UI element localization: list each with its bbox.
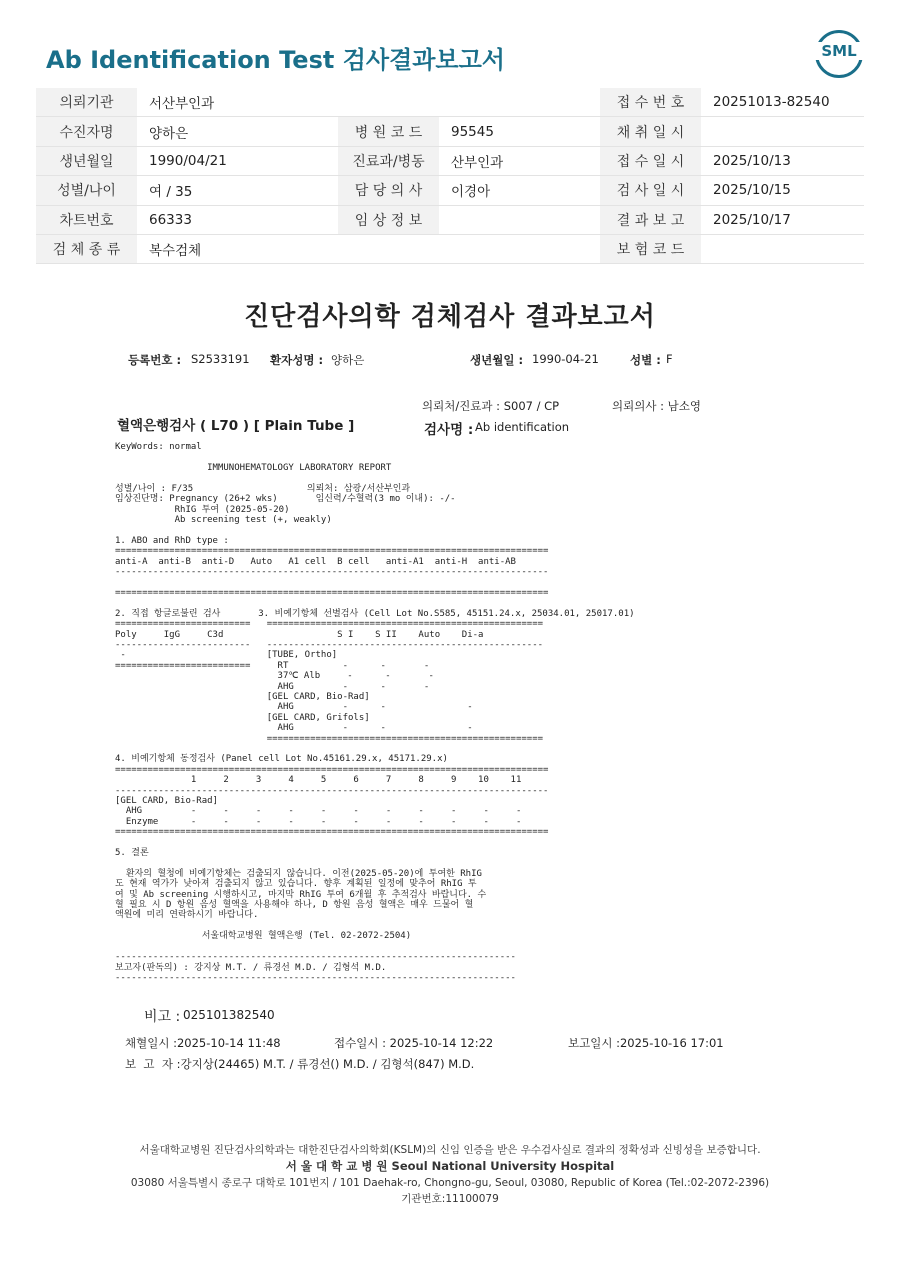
- info-value: 이경아: [439, 176, 600, 205]
- sex-value: F: [666, 352, 673, 366]
- reg-label: 등록번호 :: [128, 353, 182, 367]
- collect-time: 채혈일시 :2025-10-14 11:48: [125, 1036, 281, 1050]
- sex-label: 성별 :: [630, 353, 661, 367]
- doctor-text: 의뢰의사 : 남소영: [612, 399, 701, 413]
- info-label: 진료과/병동: [338, 146, 439, 175]
- info-label: 수진자명: [36, 117, 137, 146]
- info-value: 양하은: [137, 117, 338, 146]
- exam-group: 혈액은행검사 ( L70 ) [ Plain Tube ]: [117, 418, 355, 434]
- keywords: KeyWords: normal: [115, 442, 202, 452]
- info-row: [36, 205, 864, 234]
- info-row: [36, 88, 864, 117]
- report-time: 보고일시 :2025-10-16 17:01: [568, 1036, 724, 1050]
- dob-label: 생년월일 :: [470, 353, 524, 367]
- note-label: 비고 :: [144, 1009, 181, 1025]
- info-label: 담 당 의 사: [338, 176, 439, 205]
- footer-certification: 서울대학교병원 진단검사의학과는 대한진단검사의학회(KSLM)의 신임 인증을 받은 우수검사실로 결과의 정확성과 신빙성을 보증합니다.: [139, 1144, 761, 1156]
- info-value: 66333: [137, 205, 338, 234]
- reporters-line: 보 고 자 :강지상(24465) M.T. / 류경선() M.D. / 김형석(847) M.D.: [125, 1057, 475, 1071]
- info-label: 성별/나이: [36, 176, 137, 205]
- info-label: 임 상 정 보: [338, 205, 439, 234]
- info-value: 2025/10/13: [701, 146, 864, 175]
- info-value: 서산부인과: [137, 88, 338, 117]
- info-row: [36, 234, 864, 263]
- info-label: 병 원 코 드: [338, 117, 439, 146]
- name-value: 양하은: [331, 353, 365, 367]
- patient-info-table: [36, 88, 864, 264]
- info-value: 복수검체: [137, 234, 338, 263]
- name-label: 환자성명 :: [270, 353, 324, 367]
- info-value: [439, 234, 600, 263]
- footer-hospital-name: 서 울 대 학 교 병 원 Seoul National University Hospital: [285, 1159, 615, 1173]
- info-value: [439, 88, 600, 117]
- receive-time: 접수일시 : 2025-10-14 12:22: [334, 1036, 494, 1050]
- info-row: [36, 176, 864, 205]
- info-value: [701, 117, 864, 146]
- reg-value: S2533191: [191, 352, 250, 366]
- info-label: 의뢰기관: [36, 88, 137, 117]
- info-label: 결 과 보 고: [600, 205, 701, 234]
- info-label: 접 수 일 시: [600, 146, 701, 175]
- info-value: 95545: [439, 117, 600, 146]
- exam-name-label: 검사명 :: [424, 422, 474, 438]
- page-title: Ab Identification Test 검사결과보고서: [46, 46, 505, 74]
- info-value: 2025/10/15: [701, 176, 864, 205]
- info-row: [36, 146, 864, 175]
- info-value: [439, 205, 600, 234]
- info-row: [36, 117, 864, 146]
- info-value: 20251013-82540: [701, 88, 864, 117]
- footer-institution-code: 기관번호:11100079: [401, 1193, 499, 1205]
- info-value: [701, 234, 864, 263]
- info-value: 산부인과: [439, 146, 600, 175]
- info-label: [338, 234, 439, 263]
- info-value: 1990/04/21: [137, 146, 338, 175]
- report-title: 진단검사의학 검체검사 결과보고서: [244, 302, 656, 332]
- exam-name-value: Ab identification: [475, 420, 570, 434]
- logo-text: SML: [815, 42, 863, 60]
- info-value: 여 / 35: [137, 176, 338, 205]
- dob-value: 1990-04-21: [532, 352, 599, 366]
- note-value: 025101382540: [183, 1008, 275, 1022]
- info-label: [338, 88, 439, 117]
- info-label: 검 체 종 류: [36, 234, 137, 263]
- info-value: 2025/10/17: [701, 205, 864, 234]
- report-body: IMMUNOHEMATOLOGY LABORATORY REPORT 성별/나이 : F/35 의뢰처: 삼광/서산부인과 임상진단명: Pregnancy (26+2 wks) 임신력/수혈력(3 mo 이내): -/- RhIG 투여 (2025-05-20) Ab screening test (+, weakly) 1. ABO and RhD type : ================================================================================ anti-A anti-B anti-D Auto A1 cell B cell anti-A1 anti-H anti-AB -------------------------------------------------------------------------------- ================================================================================ 2. 직접 항글로불린 검사 3. 비예기항체 선별검사 (Cell Lot No.S585, 45151.24.x, 25034.01, 25017.01) ========================= =================================================== Poly IgG C3d S I S II Auto Di-a ------------------------- --------------------------------------------------- - [TUBE, Ortho] ========================= RT - - - 37℃ Alb - - - AHG - - - [GEL CARD, Bio-Rad] AHG - - - [GEL CARD, Grifols] AHG - - - =================================================== 4. 비예기항체 동정검사 (Panel cell Lot No.45161.29.x, 45171.29.x) ================================================================================ 1 2 3 4 5 6 7 8 9 10 11 -------------------------------------------------------------------------------- [GEL CARD, Bio-Rad] AHG - - - - - - - - - - - Enzyme - - - - - - - - - - - ================================================================================ 5. 결론 환자의 혈청에 비예기항체는 검출되지 않습니다. 이전(2025-05-20)에 투여한 RhIG 도 현재 역가가 낮아져 검출되지 않고 있습니다. 향후 계획된 일정에 맞추어 RhIG 투 여 및 Ab screening 시행하시고, 마지막 RhIG 투여 6개월 후 추적검사 바랍니다. 수 혈 필요 시 D 항원 음성 혈액을 사용해야 하나, D 항원 음성 혈액은 매우 드물어 혈 액원에 미리 연락하시기 바랍니다. 서울대학교병원 혈액은행 (Tel. 02-2072-2504) -------------------------------------------------------------------------- 보고자(판독의) : 강지상 M.T. / 류경선 M.D. / 김형석 M.D. --------------------------------------------------------------------------: [115, 463, 635, 983]
- footer-address: 03080 서울특별시 종로구 대학로 101번지 / 101 Daehak-ro, Chongno-gu, Seoul, 03080, Republic of Korea (Tel.:02-2072-2396): [130, 1177, 770, 1189]
- info-label: 채 취 일 시: [600, 117, 701, 146]
- info-label: 보 험 코 드: [600, 234, 701, 263]
- dept-text: 의뢰처/진료과 : S007 / CP: [422, 399, 560, 413]
- info-label: 생년월일: [36, 146, 137, 175]
- info-label: 차트번호: [36, 205, 137, 234]
- info-label: 접 수 번 호: [600, 88, 701, 117]
- info-label: 검 사 일 시: [600, 176, 701, 205]
- sml-logo: [815, 30, 861, 76]
